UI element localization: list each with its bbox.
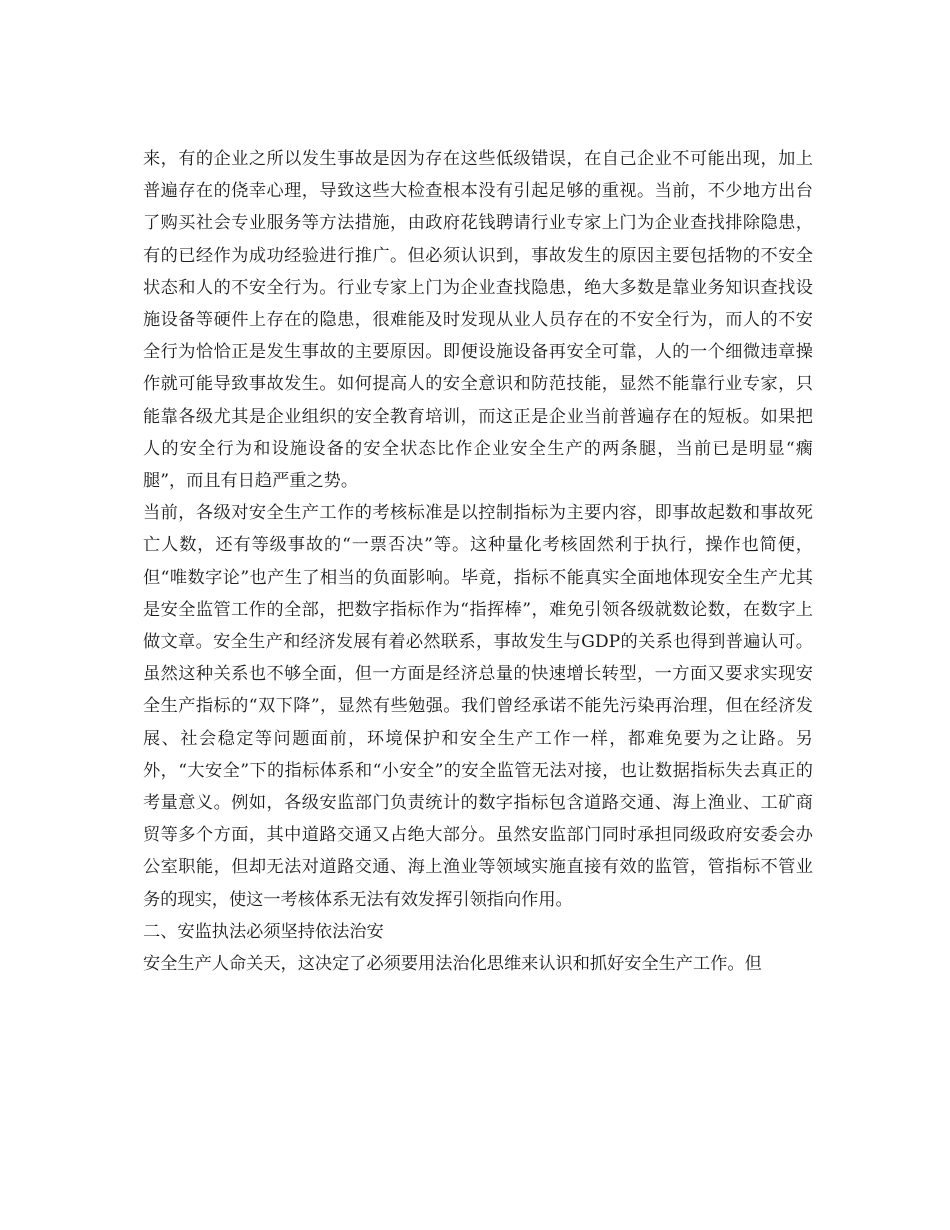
section-heading: 二、安监执法必须坚持依法治安 [143,921,384,942]
paragraph-3: 安全生产人命关天，这决定了必须要用法治化思维来认识和抓好安全生产工作。但 [143,954,762,975]
document-body [143,143,813,980]
paragraph-2: 当前，各级对安全生产工作的考核标准是以控制指标为主要内容，即事故起数和事故死亡人数，还有等级事故的“一票否决”等。这种量化考核固然利于执行，操作也简便，但“唯数字论”也产生了相当的负面影响。毕竟，指标不能真实全面地体现安全生产尤其是安全监管工作的全部，把数字指标作为“指挥棒”，难免引领各级就数论数，在数字上做文章。安全生产和经济发展有着必然联系，事故发生与GDP的关系也得到普遍认可。虽然这种关系也不够全面，但一方面是经济总量的快速增长转型，一方面又要求实现安全生产指标的“双下降”，显然有些勉强。我们曾经承诺不能先污染再治理，但在经济发展、社会稳定等问题面前，环境保护和安全生产工作一样，都难免要为之让路。另外，“大安全”下的指标体系和“小安全”的安全监管无法对接，也让数据指标失去真正的考量意义。例如，各级安监部门负责统计的数字指标包含道路交通、海上渔业、工矿商贸等多个方面，其中道路交通又占绝大部分。虽然安监部门同时承担同级政府安委会办公室职能，但却无法对道路交通、海上渔业等领域实施直接有效的监管，管指标不管业务的现实，使这一考核体系无法有效发挥引领指向作用。 [143,503,813,910]
paragraph-1: 来，有的企业之所以发生事故是因为存在这些低级错误，在自己企业不可能出现，加上普遍存在的侥幸心理，导致这些大检查根本没有引起足够的重视。当前，不少地方出台了购买社会专业服务等方法措施，由政府花钱聘请行业专家上门为企业查找排除隐患，有的已经作为成功经验进行推广。但必须认识到，事故发生的原因主要包括物的不安全状态和人的不安全行为。行业专家上门为企业查找隐患，绝大多数是靠业务知识查找设施设备等硬件上存在的隐患，很难能及时发现从业人员存在的不安全行为，而人的不安全行为恰恰正是发生事故的主要原因。即便设施设备再安全可靠，人的一个细微违章操作就可能导致事故发生。如何提高人的安全意识和防范技能，显然不能靠行业专家，只能靠各级尤其是企业组织的安全教育培训，而这正是企业当前普遍存在的短板。如果把人的安全行为和设施设备的安全状态比作企业安全生产的两条腿，当前已是明显“瘸腿”，而且有日趋严重之势。 [143,149,813,492]
